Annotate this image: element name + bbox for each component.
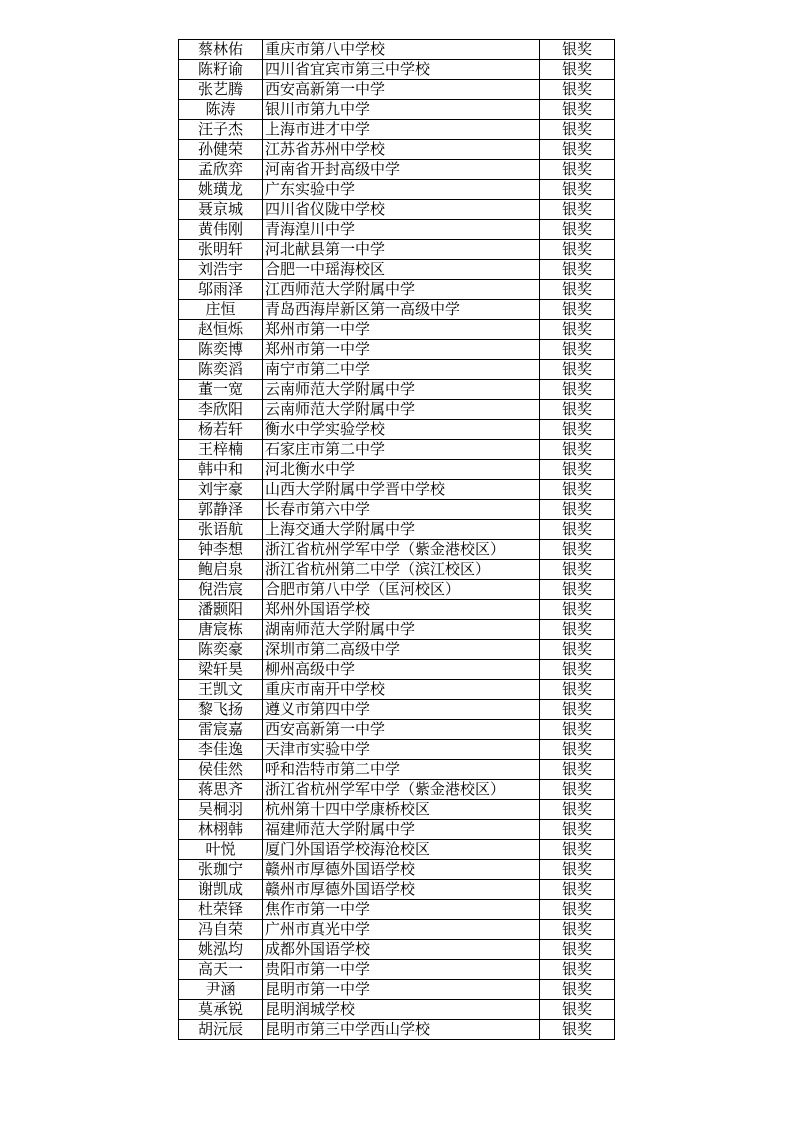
school-name-cell: 厦门外国语学校海沧校区 [263,840,540,860]
award-level-cell: 银奖 [540,740,615,760]
school-name-cell: 遵义市第四中学 [263,700,540,720]
school-name-cell: 南宁市第二中学 [263,360,540,380]
table-row [179,460,615,480]
table-row [179,560,615,580]
table-row [179,260,615,280]
table-row [179,360,615,380]
school-name-cell: 上海市进才中学 [263,120,540,140]
table-row [179,340,615,360]
award-level-cell: 银奖 [540,900,615,920]
student-name-cell: 陈奕滔 [179,360,263,380]
school-name-cell: 浙江省杭州学军中学（紫金港校区） [263,780,540,800]
award-table [178,39,615,1040]
student-name-cell: 王梓楠 [179,440,263,460]
school-name-cell: 重庆市南开中学校 [263,680,540,700]
student-name-cell: 杜荣铎 [179,900,263,920]
student-name-cell: 唐宸栋 [179,620,263,640]
school-name-cell: 长春市第六中学 [263,500,540,520]
award-level-cell: 银奖 [540,540,615,560]
student-name-cell: 谢凯成 [179,880,263,900]
school-name-cell: 浙江省杭州学军中学（紫金港校区） [263,540,540,560]
table-row [179,540,615,560]
student-name-cell: 雷宸嘉 [179,720,263,740]
student-name-cell: 鲍启泉 [179,560,263,580]
award-level-cell: 银奖 [540,80,615,100]
student-name-cell: 钟李想 [179,540,263,560]
student-name-cell: 林栩韩 [179,820,263,840]
award-level-cell: 银奖 [540,260,615,280]
student-name-cell: 冯自荣 [179,920,263,940]
school-name-cell: 昆明市第一中学 [263,980,540,1000]
school-name-cell: 山西大学附属中学晋中学校 [263,480,540,500]
table-row [179,840,615,860]
school-name-cell: 云南师范大学附属中学 [263,400,540,420]
table-row [179,800,615,820]
school-name-cell: 深圳市第二高级中学 [263,640,540,660]
student-name-cell: 韩中和 [179,460,263,480]
table-row [179,1000,615,1020]
award-level-cell: 银奖 [540,320,615,340]
award-level-cell: 银奖 [540,500,615,520]
school-name-cell: 昆明润城学校 [263,1000,540,1020]
table-row [179,80,615,100]
school-name-cell: 河南省开封高级中学 [263,160,540,180]
school-name-cell: 合肥一中瑶海校区 [263,260,540,280]
table-row [179,520,615,540]
school-name-cell: 云南师范大学附属中学 [263,380,540,400]
student-name-cell: 莫承锐 [179,1000,263,1020]
award-level-cell: 银奖 [540,220,615,240]
student-name-cell: 高天一 [179,960,263,980]
award-level-cell: 银奖 [540,40,615,60]
student-name-cell: 黎飞扬 [179,700,263,720]
award-level-cell: 银奖 [540,820,615,840]
school-name-cell: 衡水中学实验学校 [263,420,540,440]
school-name-cell: 杭州第十四中学康桥校区 [263,800,540,820]
student-name-cell: 赵恒烁 [179,320,263,340]
table-row [179,960,615,980]
school-name-cell: 焦作市第一中学 [263,900,540,920]
school-name-cell: 赣州市厚德外国语学校 [263,860,540,880]
award-level-cell: 银奖 [540,480,615,500]
table-row [179,220,615,240]
student-name-cell: 张珈宁 [179,860,263,880]
award-level-cell: 银奖 [540,600,615,620]
award-level-cell: 银奖 [540,380,615,400]
table-row [179,820,615,840]
table-row [179,280,615,300]
award-level-cell: 银奖 [540,440,615,460]
school-name-cell: 天津市实验中学 [263,740,540,760]
table-row [179,700,615,720]
school-name-cell: 赣州市厚德外国语学校 [263,880,540,900]
table-row [179,380,615,400]
table-row [179,100,615,120]
table-row [179,320,615,340]
student-name-cell: 侯佳然 [179,760,263,780]
award-level-cell: 银奖 [540,420,615,440]
award-level-cell: 银奖 [540,240,615,260]
student-name-cell: 吴桐羽 [179,800,263,820]
table-row [179,200,615,220]
school-name-cell: 江苏省苏州中学校 [263,140,540,160]
award-level-cell: 银奖 [540,940,615,960]
school-name-cell: 银川市第九中学 [263,100,540,120]
school-name-cell: 广州市真光中学 [263,920,540,940]
award-level-cell: 银奖 [540,780,615,800]
school-name-cell: 湖南师范大学附属中学 [263,620,540,640]
table-row [179,980,615,1000]
student-name-cell: 倪浩宸 [179,580,263,600]
student-name-cell: 黄伟刚 [179,220,263,240]
student-name-cell: 叶悦 [179,840,263,860]
table-row [179,640,615,660]
award-level-cell: 银奖 [540,860,615,880]
table-row [179,760,615,780]
student-name-cell: 庄恒 [179,300,263,320]
student-name-cell: 杨若轩 [179,420,263,440]
table-row [179,740,615,760]
school-name-cell: 四川省仪陇中学校 [263,200,540,220]
award-level-cell: 银奖 [540,980,615,1000]
student-name-cell: 董一宽 [179,380,263,400]
school-name-cell: 浙江省杭州第二中学（滨江校区） [263,560,540,580]
table-row [179,620,615,640]
award-level-cell: 银奖 [540,360,615,380]
school-name-cell: 青海湟川中学 [263,220,540,240]
award-level-cell: 银奖 [540,400,615,420]
award-level-cell: 银奖 [540,960,615,980]
table-row [179,60,615,80]
school-name-cell: 贵阳市第一中学 [263,960,540,980]
school-name-cell: 西安高新第一中学 [263,80,540,100]
student-name-cell: 聂京城 [179,200,263,220]
student-name-cell: 胡沅辰 [179,1020,263,1040]
student-name-cell: 郭静泽 [179,500,263,520]
table-row [179,500,615,520]
school-name-cell: 郑州外国语学校 [263,600,540,620]
award-level-cell: 银奖 [540,840,615,860]
award-level-cell: 银奖 [540,800,615,820]
student-name-cell: 蒋思齐 [179,780,263,800]
student-name-cell: 陈奕豪 [179,640,263,660]
student-name-cell: 汪子杰 [179,120,263,140]
school-name-cell: 昆明市第三中学西山学校 [263,1020,540,1040]
award-level-cell: 银奖 [540,520,615,540]
student-name-cell: 姚璜龙 [179,180,263,200]
school-name-cell: 合肥市第八中学（匡河校区） [263,580,540,600]
school-name-cell: 柳州高级中学 [263,660,540,680]
student-name-cell: 李佳逸 [179,740,263,760]
award-level-cell: 银奖 [540,60,615,80]
award-level-cell: 银奖 [540,920,615,940]
school-name-cell: 河北衡水中学 [263,460,540,480]
student-name-cell: 孟欣弈 [179,160,263,180]
award-level-cell: 银奖 [540,700,615,720]
award-level-cell: 银奖 [540,300,615,320]
award-level-cell: 银奖 [540,620,615,640]
award-level-cell: 银奖 [540,160,615,180]
table-row [179,780,615,800]
table-row [179,1020,615,1040]
table-row [179,880,615,900]
student-name-cell: 王凯文 [179,680,263,700]
table-row [179,480,615,500]
student-name-cell: 李欣阳 [179,400,263,420]
student-name-cell: 蔡林佑 [179,40,263,60]
school-name-cell: 河北献县第一中学 [263,240,540,260]
table-row [179,300,615,320]
table-row [179,140,615,160]
school-name-cell: 福建师范大学附属中学 [263,820,540,840]
table-row [179,580,615,600]
award-level-cell: 银奖 [540,760,615,780]
award-level-cell: 银奖 [540,880,615,900]
award-level-cell: 银奖 [540,200,615,220]
award-table-body [179,40,615,1040]
school-name-cell: 成都外国语学校 [263,940,540,960]
table-row [179,120,615,140]
award-level-cell: 银奖 [540,100,615,120]
award-level-cell: 银奖 [540,280,615,300]
school-name-cell: 上海交通大学附属中学 [263,520,540,540]
student-name-cell: 张艺腾 [179,80,263,100]
award-level-cell: 银奖 [540,180,615,200]
table-row [179,860,615,880]
award-level-cell: 银奖 [540,340,615,360]
student-name-cell: 张语航 [179,520,263,540]
table-row [179,240,615,260]
award-level-cell: 银奖 [540,140,615,160]
award-level-cell: 银奖 [540,640,615,660]
table-row [179,900,615,920]
table-row [179,400,615,420]
student-name-cell: 邬雨泽 [179,280,263,300]
student-name-cell: 梁轩昊 [179,660,263,680]
school-name-cell: 广东实验中学 [263,180,540,200]
award-level-cell: 银奖 [540,1000,615,1020]
award-level-cell: 银奖 [540,1020,615,1040]
school-name-cell: 石家庄市第二中学 [263,440,540,460]
student-name-cell: 张明轩 [179,240,263,260]
award-level-cell: 银奖 [540,580,615,600]
award-level-cell: 银奖 [540,560,615,580]
school-name-cell: 江西师范大学附属中学 [263,280,540,300]
school-name-cell: 重庆市第八中学校 [263,40,540,60]
table-row [179,920,615,940]
school-name-cell: 郑州市第一中学 [263,320,540,340]
school-name-cell: 郑州市第一中学 [263,340,540,360]
table-row [179,940,615,960]
award-level-cell: 银奖 [540,680,615,700]
school-name-cell: 呼和浩特市第二中学 [263,760,540,780]
table-row [179,680,615,700]
table-row [179,40,615,60]
table-row [179,720,615,740]
table-row [179,420,615,440]
table-row [179,180,615,200]
table-row [179,440,615,460]
student-name-cell: 尹涵 [179,980,263,1000]
student-name-cell: 刘浩宇 [179,260,263,280]
student-name-cell: 姚泓均 [179,940,263,960]
student-name-cell: 刘宇豪 [179,480,263,500]
award-level-cell: 银奖 [540,460,615,480]
table-row [179,160,615,180]
award-level-cell: 银奖 [540,720,615,740]
table-row [179,660,615,680]
school-name-cell: 四川省宜宾市第三中学校 [263,60,540,80]
table-row [179,600,615,620]
student-name-cell: 陈奕博 [179,340,263,360]
school-name-cell: 西安高新第一中学 [263,720,540,740]
award-level-cell: 银奖 [540,660,615,680]
school-name-cell: 青岛西海岸新区第一高级中学 [263,300,540,320]
student-name-cell: 陈籽谕 [179,60,263,80]
award-level-cell: 银奖 [540,120,615,140]
student-name-cell: 孙健荣 [179,140,263,160]
student-name-cell: 潘颢阳 [179,600,263,620]
student-name-cell: 陈涛 [179,100,263,120]
